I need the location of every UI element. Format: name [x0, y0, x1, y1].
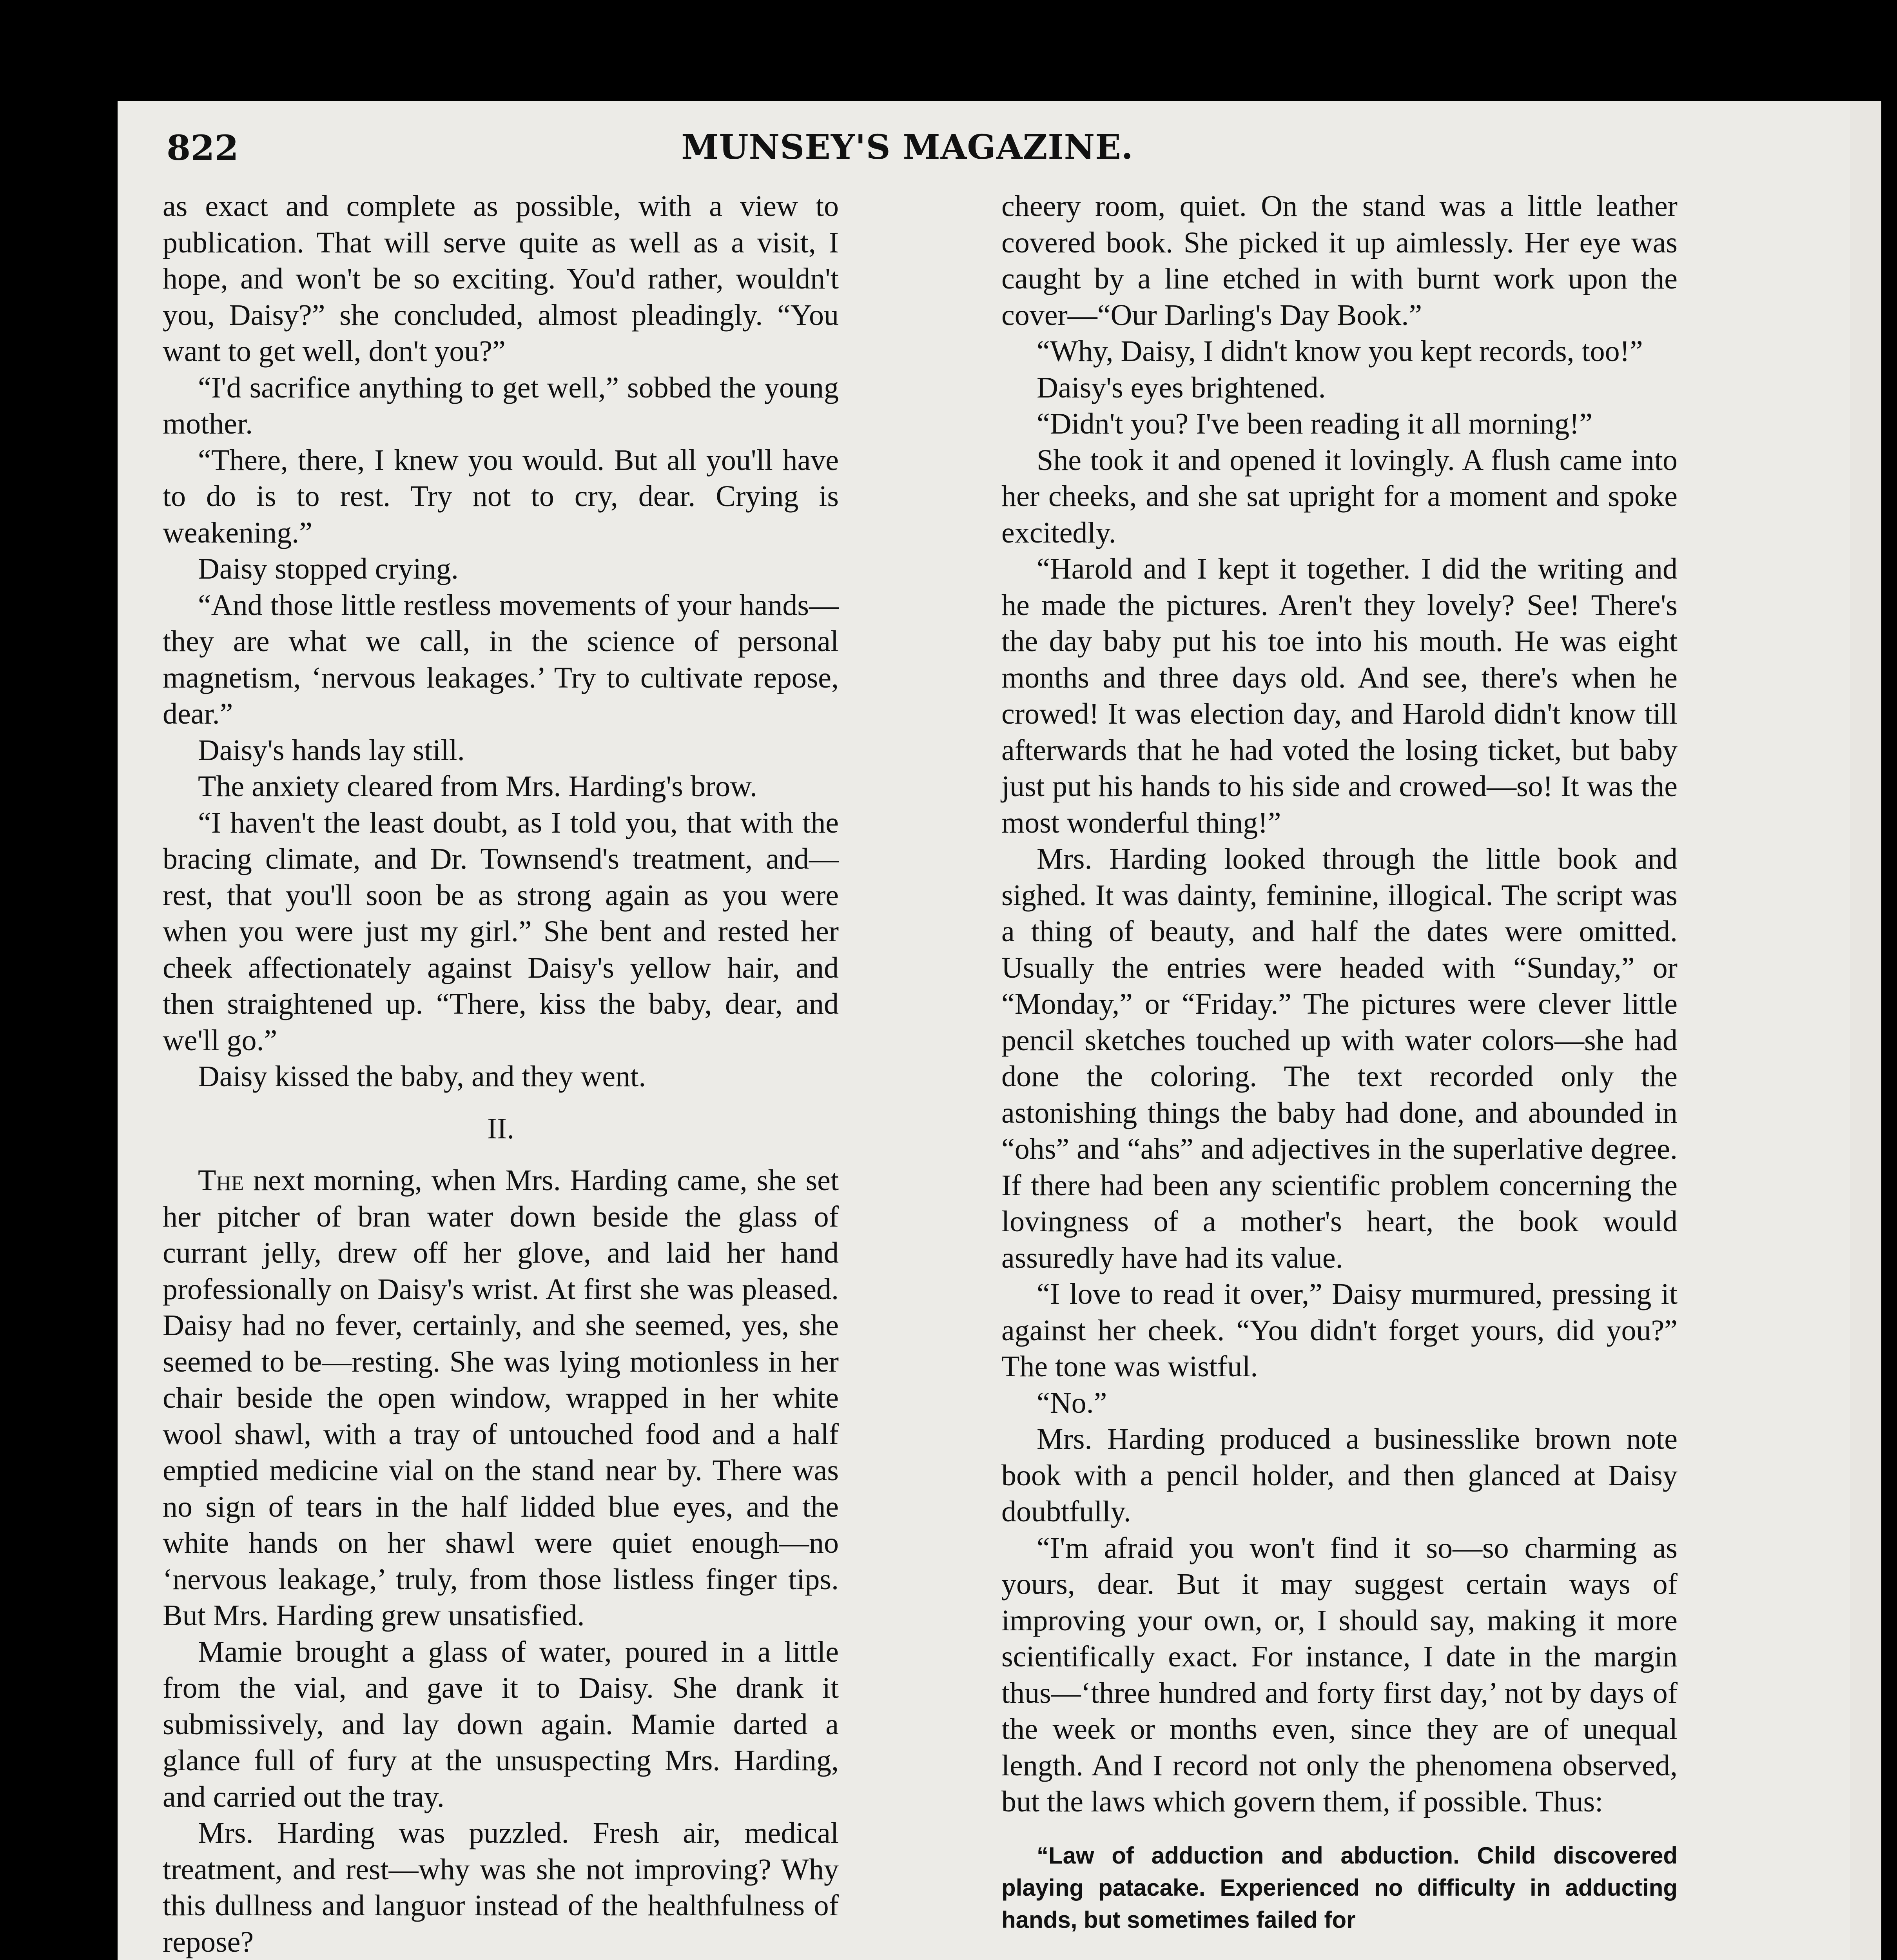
paragraph: Daisy stopped crying.: [198, 552, 459, 585]
paragraph: as exact and complete as possible, with a view to publication. That will serve quite as well as a visit, I hope, and won't be so exciting. You'd rather, wouldn't you, Daisy?” she concluded, almost pleadingly. “You want to get well, don't you?”: [163, 190, 839, 368]
paragraph: “I haven't the least doubt, as I told you, that with the bracing climate, and Dr. Townsend's treatment, and—rest, that you'll soon be as strong again as you were when you were just my girl.” She bent and rested her cheek affectionately against Daisy's yellow hair, and then straightened up. “There, kiss the baby, dear, and we'll go.”: [163, 806, 839, 1057]
paragraph: “I'm afraid you won't find it so—so charming as yours, dear. But it may suggest certain ways of improving your own, or, I should say, making it more scientifically exact. For instance, I date in the margin thus—‘three hundred and forty first day,’ not by days of the week or months even, since they are of unequal length. And I record not only the phenomena observed, but the laws which govern them, if possible. Thus:: [1001, 1531, 1678, 1818]
paragraph: Mrs. Harding was puzzled. Fresh air, medical treatment, and rest—why was she not improving? Why this dullness and languor instead of the healthfulness of repose?: [163, 1817, 839, 1958]
paragraph: Mrs. Harding looked through the little book and sighed. It was dainty, feminine, illogical. The script was a thing of beauty, and half the dates were omitted. Usually the entries were headed with “Sunday,” or “Monday,” or “Friday.” The pictures were clever little pencil sketches touched up with water colors—she had done the coloring. The text recorded only the astonishing things the baby had done, and abounded in “ohs” and “ahs” and adjectives in the superlative degree. If there had been any scientific problem concerning the lovingness of a mother's heart, the book would assuredly have had its value.: [1001, 842, 1678, 1274]
paragraph: “Why, Daisy, I didn't know you kept records, too!”: [1037, 335, 1643, 368]
paragraph: [163, 1162, 839, 1634]
drop-word: The: [198, 1164, 244, 1197]
paragraph: Daisy kissed the baby, and they went.: [198, 1060, 646, 1093]
paragraph: “Harold and I kept it together. I did the writing and he made the pictures. Aren't they lovely? See! There's the day baby put his toe into his mouth. He was eight months and three days old. And see, there's when he crowed! It was election day, and Harold didn't know till afterwards that he had voted the losing ticket, but baby just put his hands to his side and crowed—so! It was the most wonderful thing!”: [1001, 552, 1678, 839]
paragraph: Mamie brought a glass of water, poured in a little from the vial, and gave it to Daisy. She drank it submissively, and lay down again. Mamie darted a glance full of fury at the unsuspecting Mrs. Harding, and carried out the tray.: [163, 1635, 839, 1813]
paragraph-text: next morning, when Mrs. Harding came, she set her pitcher of bran water down beside the glass of currant jelly, drew off her glove, and laid her hand professionally on Daisy's wrist. At first she was pleased. Daisy had no fever, certainly, and she seemed, yes, she seemed to be—resting. She was lying motionless in her chair beside the open window, wrapped in her white wool shawl, with a tray of untouched food and a half emptied medicine vial on the stand near by. There was no sign of tears in the half lidded blue eyes, and the white hands on her shawl were quiet enough—no ‘nervous leakage,’ truly, from those listless finger tips. But Mrs. Harding grew unsatisfied.: [163, 1164, 839, 1632]
next-page-edge: [1850, 101, 1881, 1960]
page-header: [167, 127, 1648, 178]
section-number: II.: [487, 1112, 515, 1145]
paragraph: “I'd sacrifice anything to get well,” sobbed the young mother.: [163, 371, 839, 440]
paragraph: “I love to read it over,” Daisy murmured, pressing it against her cheek. “You didn't forget yours, did you?” The tone was wistful.: [1001, 1278, 1678, 1383]
running-head: MUNSEY'S MAGAZINE.: [681, 127, 1133, 167]
paragraph: Daisy's eyes brightened.: [1037, 371, 1326, 404]
paragraph: Mrs. Harding produced a businesslike brown note book with a pencil holder, and then glanced at Daisy doubtfully.: [1001, 1423, 1678, 1528]
right-column: [1001, 188, 1678, 1936]
paragraph: “There, there, I knew you would. But all you'll have to do is to rest. Try not to cry, dear. Crying is weakening.”: [163, 443, 839, 549]
paragraph: She took it and opened it lovingly. A flush came into her cheeks, and she sat upright for a moment and spoke excitedly.: [1001, 443, 1678, 549]
paragraph: “And those little restless movements of your hands—they are what we call, in the science of personal magnetism, ‘nervous leakages.’ Try to cultivate repose, dear.”: [163, 588, 839, 730]
paragraph: The anxiety cleared from Mrs. Harding's brow.: [198, 770, 757, 803]
paragraph: Daisy's hands lay still.: [198, 733, 465, 767]
paragraph: cheery room, quiet. On the stand was a little leather covered book. She picked it up aimlessly. Her eye was caught by a line etched in with burnt work upon the cover—“Our Darling's Day Book.”: [1001, 190, 1678, 332]
left-column: [163, 188, 839, 1960]
paragraph: “No.”: [1037, 1386, 1107, 1419]
page-number: 822: [167, 127, 239, 168]
quoted-note: “Law of adduction and abduction. Child discovered playing patacake. Experienced no difficulty in adducting hands, but sometimes failed for: [1001, 1842, 1678, 1933]
paragraph: “Didn't you? I've been reading it all morning!”: [1037, 407, 1593, 440]
